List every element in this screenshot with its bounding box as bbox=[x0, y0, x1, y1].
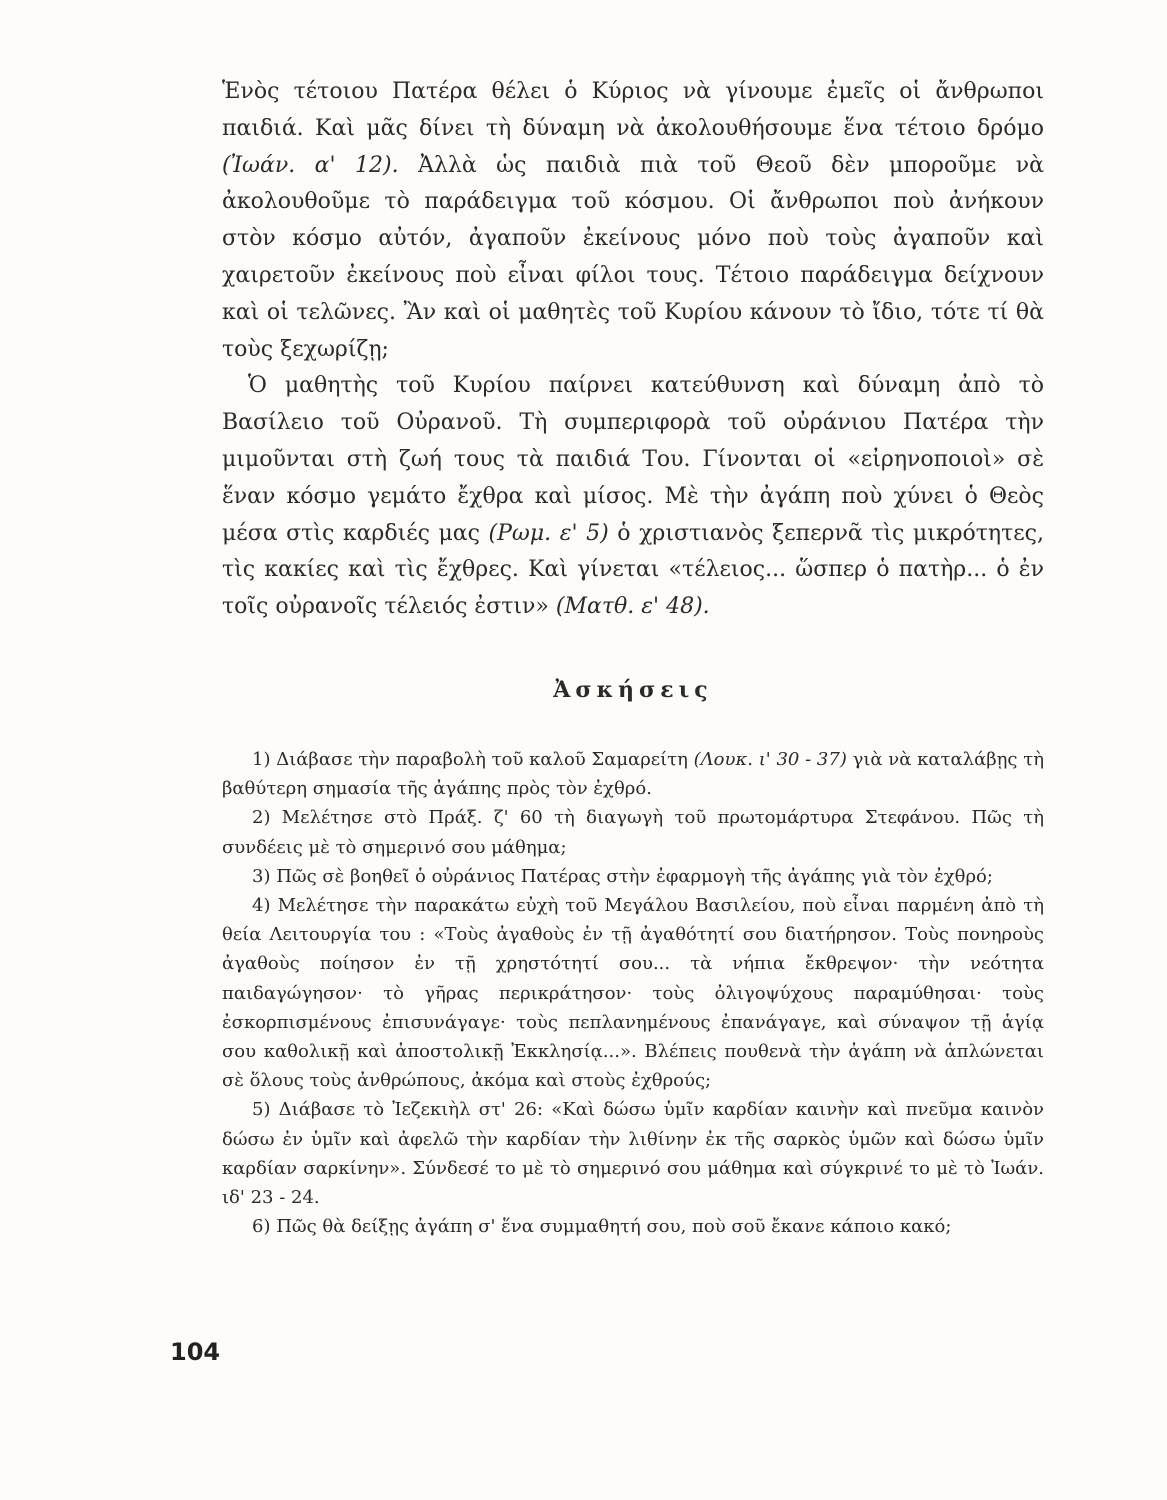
exercise-5: 5) Διάβασε τὸ Ἰεζεκιὴλ στ' 26: «Καὶ δώσω ὑμῖν καρδίαν καινὴν καὶ πνεῦμα καινὸν δώσω ἐν ὑμῖν καὶ ἀφελῶ τὴν καρδίαν τὴν λιθίνην ἐκ τῆς σαρκὸς ὑμῶν καὶ δώσω ὑμῖν καρδίαν σαρκίνην». Σύνδεσέ το μὲ τὸ σημερινό σου μάθημα καὶ σύγκρινέ το μὲ τὸ Ἰωάν. ιδ' 23 - 24. bbox=[222, 1099, 1044, 1209]
paragraph-2-text-b: ὁ χριστιανὸς ξεπερνᾶ τὶς μικρότητες, τὶς κακίες καὶ τὶς ἔχθρες. Καὶ γίνεται «τέλειος... ὥσπερ ὁ πατὴρ... ὁ ἐν τοῖς οὐρανοῖς τέλειός ἐστιν» bbox=[222, 520, 1044, 620]
exercise-1 bbox=[222, 745, 1044, 803]
exercise-6: 6) Πῶς θὰ δείξῃς ἀγάπη σ' ἕνα συμμαθητή σου, ποὺ σοῦ ἔκανε κάποιο κακό; bbox=[252, 1216, 952, 1238]
paragraph-1 bbox=[222, 74, 1044, 368]
citation-john: (Ἰωάν. α' 12). bbox=[222, 152, 399, 178]
citation-matthew: (Ματθ. ε' 48). bbox=[555, 594, 710, 620]
exercise-1-text-a: 1) Διάβασε τὴν παραβολὴ τοῦ καλοῦ Σαμαρείτη bbox=[252, 749, 694, 770]
exercise-4: 4) Μελέτησε τὴν παρακάτω εὐχὴ τοῦ Μεγάλου Βασιλείου, ποὺ εἶναι παρμένη ἀπὸ τὴ θεία Λειτουργία του : «Τοὺς ἀγαθοὺς ἐν τῇ ἀγαθότητί σου διατήρησον. Τοὺς πονηροὺς ἀγαθοὺς ποίησον ἐν τῇ χρηστότητί σου... τὰ νήπια ἔκθρεψον· τὴν νεότητα παιδαγώγησον· τὸ γῆρας περικράτησον· τοὺς ὀλιγοψύχους παραμύθησαι· τοὺς ἐσκορπισμένους ἐπισυνάγαγε· τοὺς πεπλανημένους ἐπανάγαγε, καὶ σύναψον τῇ ἁγίᾳ σου καθολικῇ καὶ ἀποστολικῇ Ἐκκλησίᾳ...». Βλέπεις πουθενὰ τὴν ἀγάπη νὰ ἁπλώνεται σὲ ὅλους τοὺς ἀνθρώπους, ἀκόμα καὶ στοὺς ἐχθρούς; bbox=[222, 895, 1044, 1092]
paragraph-1-text-a: Ἑνὸς τέτοιου Πατέρα θέλει ὁ Κύριος νὰ γίνουμε ἐμεῖς οἱ ἄνθρωποι παιδιά. Καὶ μᾶς δίνει τὴ δύναμη νὰ ἀκολουθήσουμε ἕνα τέτοιο δρόμο bbox=[222, 79, 1044, 141]
exercise-1-text-b: γιὰ νὰ καταλάβῃς τὴ βαθύτερη σημασία τῆς ἀγάπης πρὸς τὸν ἐχθρό. bbox=[222, 749, 1044, 800]
page-number: 104 bbox=[170, 1338, 221, 1366]
citation-romans: (Ρωμ. ε' 5) bbox=[488, 520, 609, 546]
exercises-list bbox=[222, 745, 1044, 1241]
citation-luke: (Λουκ. ι' 30 - 37) bbox=[693, 749, 847, 770]
exercises-heading: Ἀσκήσεις bbox=[553, 677, 713, 703]
main-text bbox=[222, 74, 1044, 626]
paragraph-2-text-a: Ὁ μαθητὴς τοῦ Κυρίου παίρνει κατεύθυνση καὶ δύναμη ἀπὸ τὸ Βασίλειο τοῦ Οὐρανοῦ. Τὴ συμπεριφορὰ τοῦ οὐράνιου Πατέρα τὴν μιμοῦνται στὴ ζωή τους τὰ παιδιά Του. Γίνονται οἱ «εἰρηνοποιοὶ» σὲ ἕναν κόσμο γεμάτο ἔχθρα καὶ μίσος. Μὲ τὴν ἀγάπη ποὺ χύνει ὁ Θεὸς μέσα στὶς καρδιές μας bbox=[222, 373, 1044, 546]
paragraph-1-text-b: Ἀλλὰ ὡς παιδιὰ πιὰ τοῦ Θεοῦ δὲν μποροῦμε νὰ ἀκολουθοῦμε τὸ παράδειγμα τοῦ κόσμου. Οἱ ἄνθρωποι ποὺ ἀνήκουν στὸν κόσμο αὐτόν, ἀγαποῦν ἐκείνους μόνο ποὺ τοὺς ἀγαποῦν καὶ χαιρετοῦν ἐκείνους ποὺ εἶναι φίλοι τους. Τέτοιο παράδειγμα δείχνουν καὶ οἱ τελῶνες. Ἂν καὶ οἱ μαθητὲς τοῦ Κυρίου κάνουν τὸ ἴδιο, τότε τί θὰ τοὺς ξεχωρίζῃ; bbox=[222, 152, 1044, 362]
exercise-3: 3) Πῶς σὲ βοηθεῖ ὁ οὐράνιος Πατέρας στὴν ἐφαρμογὴ τῆς ἀγάπης γιὰ τὸν ἐχθρό; bbox=[252, 865, 993, 887]
paragraph-2 bbox=[222, 368, 1044, 626]
exercise-2: 2) Μελέτησε στὸ Πράξ. ζ' 60 τὴ διαγωγὴ τοῦ πρωτομάρτυρα Στεφάνου. Πῶς τὴ συνδέεις μὲ τὸ σημερινό σου μάθημα; bbox=[222, 807, 1044, 858]
